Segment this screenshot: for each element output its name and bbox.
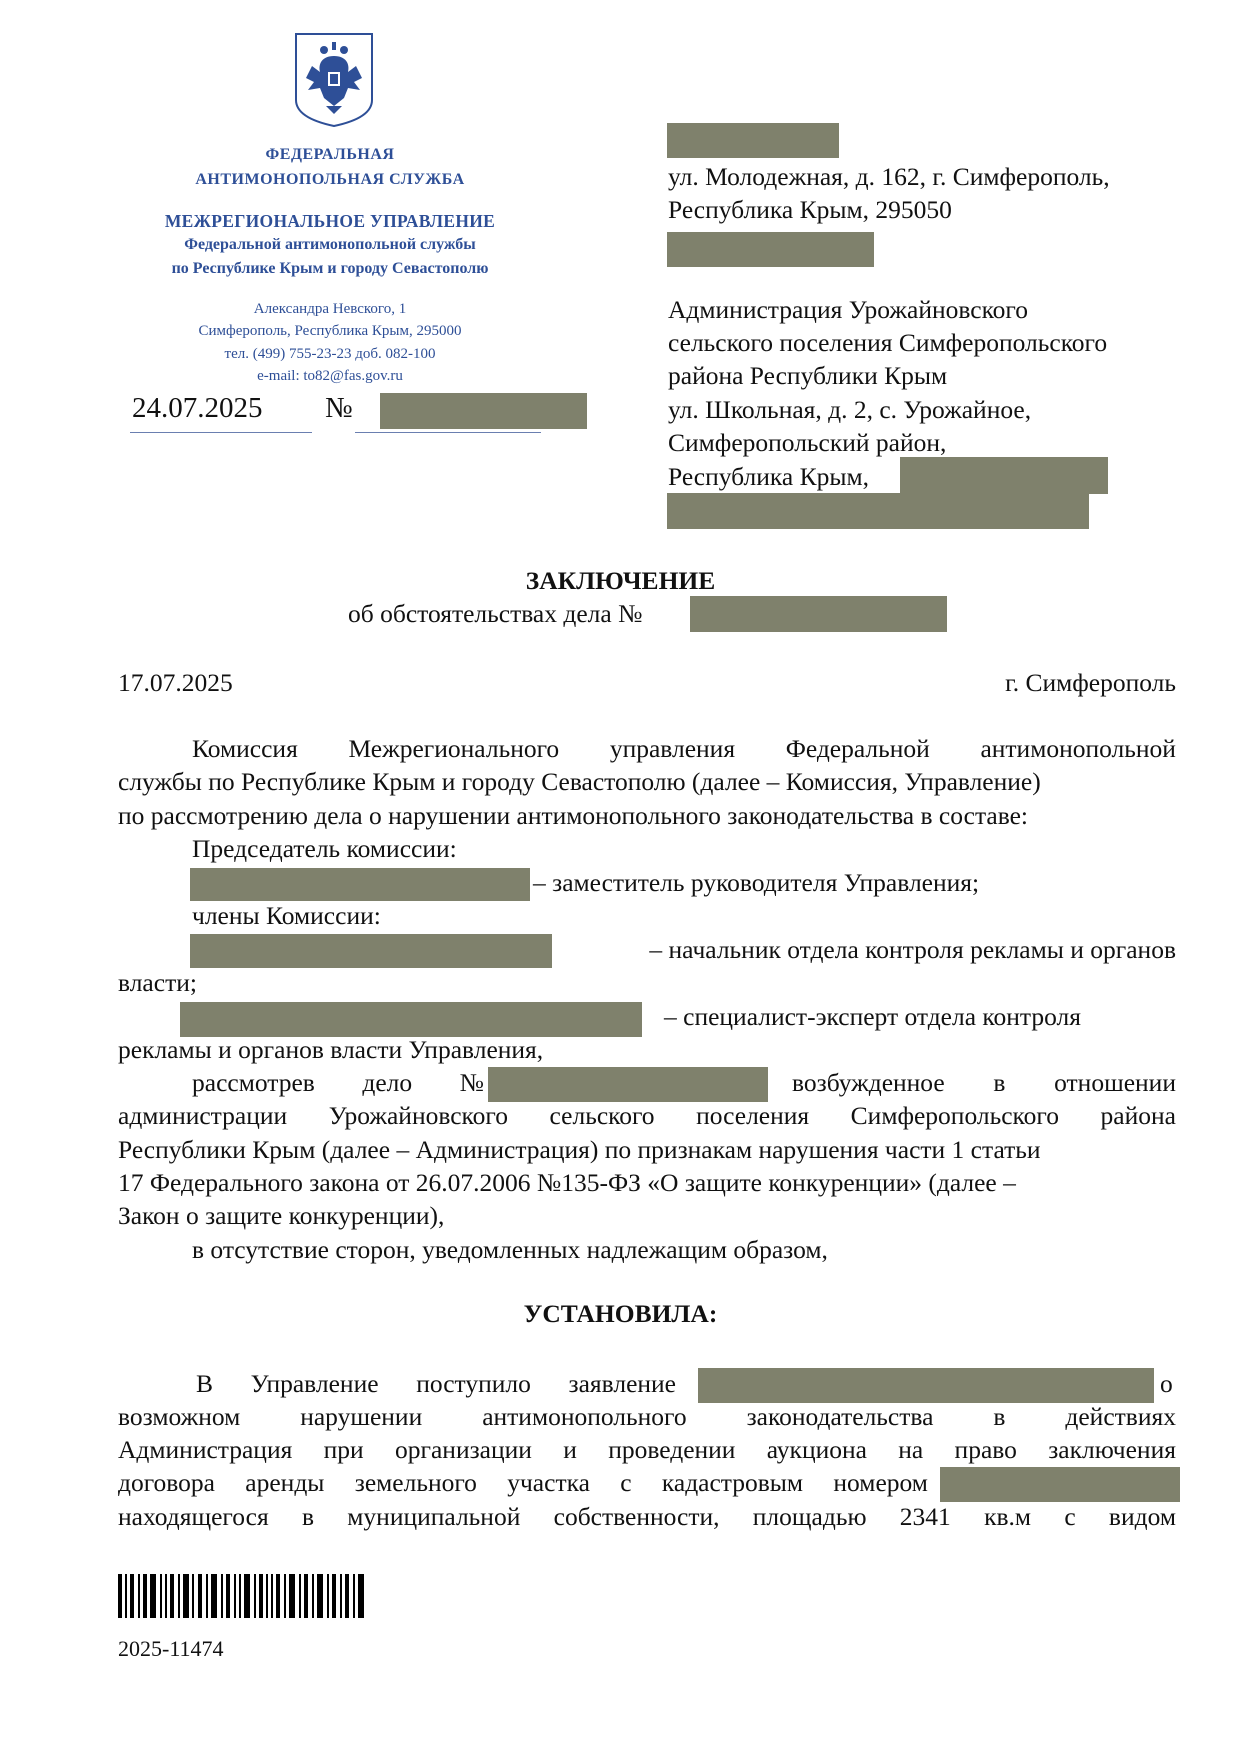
- org-email: e-mail: to82@fas.gov.ru: [257, 368, 403, 384]
- conclusion-city: г. Симферополь: [1005, 668, 1176, 697]
- recipient2-line6: Республика Крым,: [668, 462, 869, 491]
- chair-label: Председатель комиссии:: [192, 834, 457, 863]
- redacted-applicant-name: [698, 1368, 1154, 1403]
- org-address-line2: Симферополь, Республика Крым, 295000: [198, 323, 462, 339]
- member1-role-cont: власти;: [118, 968, 197, 997]
- recipient1-address-line2: Республика Крым, 295050: [668, 195, 952, 224]
- member2-role-cont: рекламы и органов власти Управления,: [118, 1035, 544, 1064]
- case-line4: 17 Федерального закона от 26.07.2006 №135-ФЗ «О защите конкуренции» (далее –: [118, 1168, 1016, 1197]
- redacted-cadastral-number: [940, 1467, 1180, 1502]
- date-underline: [130, 432, 312, 433]
- dept-name-line2: Федеральной антимонопольной службы: [184, 236, 476, 253]
- redacted-case-number-2: [488, 1067, 768, 1102]
- recipient2-line1: Администрация Урожайновского: [668, 295, 1028, 324]
- dept-name-line1: МЕЖРЕГИОНАЛЬНОЕ УПРАВЛЕНИЕ: [164, 211, 496, 231]
- established-heading: УСТАНОВИЛА:: [523, 1299, 718, 1328]
- number-underline: [355, 432, 541, 433]
- redacted-recipient2-contact: [667, 493, 1089, 529]
- recipient2-line4: ул. Школьная, д. 2, с. Урожайное,: [668, 395, 1032, 424]
- redacted-chair-name: [190, 868, 530, 901]
- recipient2-line5: Симферопольский район,: [668, 428, 947, 457]
- conclusion-date: 17.07.2025: [118, 668, 233, 697]
- p1-line1: Комиссия Межрегионального управления Федеральной антимонопольной: [192, 734, 1176, 763]
- org-phone: тел. (499) 755-23-23 доб. 082-100: [224, 346, 436, 362]
- redacted-member1-name: [190, 934, 552, 968]
- dept-name-line3: по Республике Крым и городу Севастополю: [171, 260, 489, 277]
- redacted-recipient2-postcode: [900, 457, 1108, 494]
- redacted-case-number: [690, 596, 947, 632]
- case-line3: Республики Крым (далее – Администрация) по признакам нарушения части 1 статьи: [118, 1135, 1041, 1164]
- org-name-line2: АНТИМОНОПОЛЬНАЯ СЛУЖБА: [195, 171, 465, 188]
- org-name-line1: ФЕДЕРАЛЬНАЯ: [265, 146, 395, 163]
- s1-line-start: В Управление поступило заявление: [196, 1369, 676, 1398]
- absence-line: в отсутствие сторон, уведомленных надлежащим образом,: [192, 1235, 828, 1264]
- redacted-member2-name: [180, 1002, 642, 1037]
- s5-line: находящегося в муниципальной собственности, площадью 2341 кв.м с видом: [118, 1502, 1176, 1531]
- member2-role: – специалист-эксперт отдела контроля: [664, 1002, 1081, 1031]
- chair-role: – заместитель руководителя Управления;: [533, 868, 980, 897]
- redacted-outgoing-number: [380, 393, 587, 429]
- case-line1-start: рассмотрев дело №: [192, 1068, 484, 1097]
- org-address-line1: Александра Невского, 1: [253, 301, 407, 317]
- case-line2: администрации Урожайновского сельского поселения Симферопольского района: [118, 1101, 1176, 1130]
- p1-line3: по рассмотрению дела о нарушении антимонопольного законодательства в составе:: [118, 801, 1029, 830]
- coat-of-arms-emblem: [292, 30, 376, 128]
- s4-line: договора аренды земельного участка с кадастровым номером: [118, 1468, 928, 1497]
- members-label: члены Комиссии:: [192, 901, 381, 930]
- member1-role: – начальник отдела контроля рекламы и органов: [649, 935, 1176, 964]
- case-line5: Закон о защите конкуренции),: [118, 1201, 445, 1230]
- s3-line: Администрация при организации и проведении аукциона на право заключения: [118, 1435, 1176, 1464]
- case-line1-end: возбужденное в отношении: [792, 1068, 1176, 1097]
- document-subtitle: об обстоятельствах дела №: [348, 599, 643, 628]
- recipient1-address-line1: ул. Молодежная, д. 162, г. Симферополь,: [668, 162, 1110, 191]
- outgoing-date: 24.07.2025: [132, 392, 263, 424]
- redacted-recipient1-name: [667, 123, 839, 158]
- redacted-recipient1-contact: [667, 232, 874, 267]
- barcode-number: 2025-11474: [118, 1636, 224, 1661]
- document-barcode: [118, 1574, 368, 1626]
- s1-line-end: о: [1160, 1369, 1173, 1398]
- recipient2-line2: сельского поселения Симферопольского: [668, 328, 1108, 357]
- s2-line: возможном нарушении антимонопольного законодательства в действиях: [118, 1402, 1176, 1431]
- number-sign: №: [325, 392, 353, 424]
- recipient2-line3: района Республики Крым: [668, 361, 948, 390]
- document-title: ЗАКЛЮЧЕНИЕ: [525, 566, 716, 595]
- p1-line2: службы по Республике Крым и городу Севастополю (далее – Комиссия, Управление): [118, 767, 1041, 796]
